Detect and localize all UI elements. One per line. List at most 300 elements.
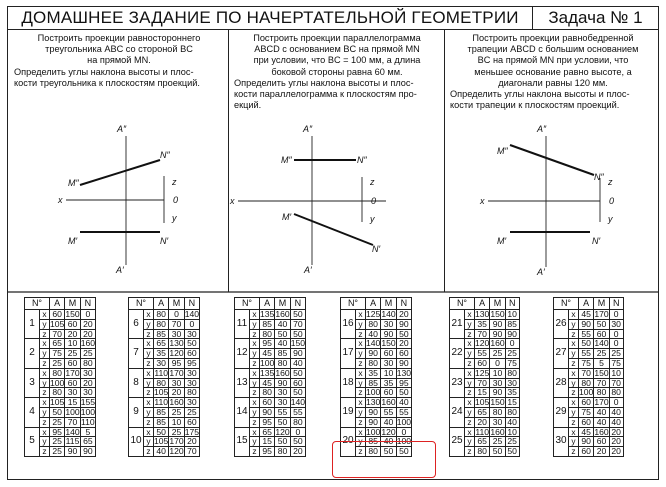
coordinate-cell: 100 — [366, 426, 381, 437]
axis-key: x — [250, 427, 260, 437]
coordinate-cell: 120 — [275, 426, 290, 437]
problem-line: диагонали равны 120 мм. — [498, 77, 608, 88]
coordinate-cell: 0 — [609, 329, 623, 339]
coordinate-cell: 40 — [594, 417, 609, 427]
coordinate-cell: 85 — [154, 407, 169, 417]
axis-key: z — [144, 417, 154, 427]
axis-key: z — [569, 358, 579, 368]
axis-key: x — [465, 339, 475, 349]
coordinate-cell: 20 — [594, 447, 609, 457]
coordinate-cell: 10 — [65, 339, 80, 349]
coordinate-cell: 90 — [396, 358, 411, 368]
coordinate-cell: 120 — [169, 348, 184, 359]
axis-key: z — [250, 329, 260, 339]
coordinate-cell: 170 — [169, 367, 184, 378]
coordinate-cell: 50 — [275, 329, 290, 339]
variant-number: 15 — [235, 427, 250, 456]
coordinate-cell: 110 — [81, 416, 95, 427]
axis-key: x — [356, 368, 366, 378]
coordinate-cell: 80 — [366, 447, 381, 457]
coordinate-cell: 130 — [475, 309, 490, 319]
coordinate-cell: 70 — [169, 319, 184, 329]
coordinate-cell: 90 — [366, 417, 381, 427]
axis-key: z — [250, 447, 260, 457]
axis-key: x — [465, 368, 475, 378]
coordinate-cell: 100 — [396, 436, 412, 447]
axis-key: x — [250, 339, 260, 349]
coordinate-cell: 20 — [396, 310, 411, 320]
axis-key: x — [144, 368, 154, 378]
axis-key: x — [250, 398, 260, 408]
coordinate-cell: 80 — [50, 368, 65, 378]
axis-key: y — [144, 319, 154, 329]
coordinate-cell: 160 — [490, 338, 505, 349]
coordinate-cell: 85 — [505, 319, 519, 329]
coordinate-cell: 105 — [50, 397, 65, 408]
table-header-cell: N° — [25, 298, 50, 310]
table-row — [129, 310, 200, 320]
axis-key: x — [250, 368, 260, 378]
axis-key: y — [465, 378, 475, 388]
axis-key: x — [250, 310, 260, 320]
coordinate-cell: 30 — [505, 378, 519, 388]
table-row — [450, 368, 520, 378]
coordinate-cell: 75 — [50, 349, 65, 359]
coordinate-cell: 70 — [475, 378, 490, 388]
coordinate-cell: 60 — [65, 319, 80, 329]
coordinate-cell: 30 — [609, 319, 623, 329]
table-header-cell: M — [594, 298, 609, 310]
axis-key: y — [465, 349, 475, 359]
coordinate-cell: 90 — [490, 319, 505, 329]
coordinate-cell: 20 — [396, 339, 411, 349]
label-x: x — [58, 195, 63, 205]
coordinate-cell: 80 — [366, 358, 381, 368]
drawing-2 — [229, 124, 386, 275]
coordinate-cell: 80 — [154, 319, 169, 329]
coordinate-cell: 65 — [154, 339, 169, 349]
axis-key: x — [144, 398, 154, 408]
table-row — [450, 310, 520, 320]
axis-key: y — [569, 437, 579, 447]
coordinate-cell: 20 — [80, 329, 95, 339]
variant-number: 2 — [25, 339, 40, 368]
axis-key: y — [40, 407, 50, 417]
coordinate-cell: 150 — [490, 397, 505, 408]
coordinate-cell: 65 — [475, 437, 490, 447]
coordinate-cell: 25 — [65, 349, 80, 359]
coordinate-cell: 140 — [381, 309, 396, 319]
axis-key: z — [144, 329, 154, 339]
coordinate-cell: 130 — [169, 338, 184, 349]
coordinate-cell: 125 — [366, 309, 381, 319]
variant-number: 18 — [341, 368, 356, 397]
problem-line: треугольника ABC со стороной BC — [45, 44, 193, 55]
coordinate-cell: 40 — [275, 319, 290, 329]
coordinate-cell: 80 — [260, 388, 275, 398]
coordinate-cell: 150 — [381, 338, 396, 349]
axis-key: x — [569, 368, 579, 378]
coordinate-cell: 25 — [50, 447, 65, 457]
coordinate-cell: 85 — [366, 378, 381, 388]
table-row — [235, 310, 306, 320]
axis-key: y — [250, 407, 260, 417]
axis-key: x — [40, 427, 50, 437]
axis-key: y — [144, 407, 154, 417]
variant-table — [234, 297, 306, 457]
coordinate-cell: 25 — [490, 437, 505, 447]
coordinate-cell: 35 — [505, 388, 519, 398]
coordinate-cell: 50 — [275, 437, 290, 447]
axis-key: y — [40, 319, 50, 329]
coordinate-cell: 160 — [275, 309, 290, 319]
coordinate-cell: 40 — [594, 407, 609, 417]
variant-number: 30 — [554, 427, 569, 456]
coordinate-cell: 25 — [169, 407, 184, 417]
coordinate-cell: 20 — [609, 437, 623, 447]
coordinate-cell: 30 — [65, 388, 80, 398]
coordinate-cell: 90 — [490, 329, 505, 339]
coordinate-cell: 50 — [290, 437, 305, 447]
coordinate-cell: 110 — [475, 426, 490, 437]
coordinate-cell: 55 — [579, 349, 594, 359]
coordinate-cell: 85 — [154, 329, 169, 339]
label-z: z — [172, 177, 177, 187]
coordinate-cell: 35 — [381, 378, 396, 388]
coordinate-cell: 110 — [154, 367, 169, 378]
coordinate-cell: 120 — [169, 446, 184, 457]
label-n2: N″ — [594, 172, 604, 182]
coordinate-cell: 40 — [609, 407, 623, 417]
coordinate-cell: 115 — [65, 436, 80, 447]
axis-key: z — [465, 329, 475, 339]
variant-number: 9 — [129, 398, 144, 427]
variant-number: 13 — [235, 368, 250, 397]
table-header-cell: A — [366, 298, 381, 310]
axis-key: y — [144, 349, 154, 359]
coordinate-cell: 5 — [594, 358, 609, 368]
coordinate-cell: 80 — [490, 407, 505, 417]
coordinate-cell: 80 — [260, 329, 275, 339]
coordinate-cell: 85 — [366, 437, 381, 447]
coordinate-cell: 80 — [50, 388, 65, 398]
problem-line: Построить проекции равностороннего — [37, 33, 201, 43]
coordinate-cell: 60 — [290, 378, 305, 388]
coordinate-cell: 75 — [579, 358, 594, 368]
coordinate-cell: 60 — [381, 349, 396, 359]
table-header-cell: N° — [235, 298, 260, 310]
axis-key: z — [144, 447, 154, 457]
coordinate-cell: 30 — [154, 358, 169, 368]
coordinate-cell: 45 — [579, 310, 594, 320]
coordinate-cell: 60 — [184, 417, 199, 427]
problem-question: кости трапеции к плоскостям проекций. — [450, 100, 620, 111]
coordinate-cell: 100 — [50, 377, 65, 388]
coordinate-cell: 30 — [80, 368, 95, 378]
axis-key: y — [250, 319, 260, 329]
axis-key: x — [356, 310, 366, 320]
variant-number: 1 — [25, 310, 40, 339]
coordinate-cell: 90 — [366, 407, 381, 417]
coordinate-cell: 50 — [594, 319, 609, 329]
variant-number: 8 — [129, 368, 144, 397]
coordinate-cell: 50 — [579, 339, 594, 349]
coordinate-cell: 20 — [609, 427, 623, 437]
label-n2: N″ — [160, 150, 170, 160]
label-x: x — [230, 196, 235, 206]
coordinate-cell: 90 — [366, 349, 381, 359]
table-header-cell: N — [290, 298, 305, 310]
table-row — [129, 368, 200, 378]
coordinate-cell: 120 — [381, 426, 396, 437]
coordinate-cell: 50 — [290, 329, 305, 339]
coordinate-cell: 10 — [505, 427, 519, 437]
coordinate-cell: 20 — [475, 417, 490, 427]
coordinate-cell: 0 — [184, 319, 199, 329]
axis-key: z — [40, 329, 50, 339]
coordinate-cell: 160 — [594, 426, 609, 437]
coordinate-cell: 20 — [290, 447, 305, 457]
coordinate-cell: 80 — [184, 388, 199, 398]
axis-key: x — [356, 339, 366, 349]
coordinate-cell: 50 — [396, 329, 411, 339]
coordinate-cell: 80 — [80, 358, 95, 368]
coordinate-cell: 30 — [381, 319, 396, 329]
coordinate-cell: 60 — [594, 437, 609, 447]
table-header-cell: N° — [554, 298, 579, 310]
coordinate-cell: 15 — [505, 398, 519, 408]
coordinate-cell: 120 — [475, 338, 490, 349]
coordinate-cell: 80 — [475, 447, 490, 457]
coordinate-cell: 25 — [80, 349, 95, 359]
label-a2: A″ — [117, 124, 127, 134]
coordinate-cell: 80 — [505, 407, 519, 417]
variant-number: 22 — [450, 339, 465, 368]
label-a1: A′ — [304, 265, 312, 275]
coordinate-cell: 90 — [579, 437, 594, 447]
coordinate-cell: 90 — [260, 407, 275, 417]
table-header-cell: N — [396, 298, 411, 310]
coordinate-cell: 55 — [396, 407, 411, 417]
coordinate-cell: 50 — [490, 447, 505, 457]
coordinate-cell: 160 — [490, 426, 505, 437]
axis-key: x — [465, 310, 475, 320]
coordinate-cell: 140 — [290, 397, 306, 408]
variant-number: 25 — [450, 427, 465, 456]
coordinate-cell: 0 — [396, 427, 411, 437]
coordinate-cell: 0 — [169, 310, 184, 320]
coordinate-cell: 60 — [50, 310, 65, 320]
coordinate-cell: 125 — [475, 367, 490, 378]
axis-key: z — [250, 417, 260, 427]
coordinate-cell: 100 — [65, 406, 80, 417]
variant-number: 10 — [129, 427, 144, 456]
axis-key: z — [40, 417, 50, 427]
page-title: ДОМАШНЕЕ ЗАДАНИЕ ПО НАЧЕРТАТЕЛЬНОЙ ГЕОМЕТРИИ — [7, 6, 533, 30]
coordinate-cell: 95 — [184, 358, 199, 368]
coordinate-cell: 95 — [260, 447, 275, 457]
variant-table — [553, 297, 624, 457]
coordinate-cell: 25 — [50, 437, 65, 447]
variant-number: 24 — [450, 398, 465, 427]
coordinate-cell: 90 — [275, 378, 290, 388]
coordinate-cell: 90 — [381, 329, 396, 339]
variant-number: 23 — [450, 368, 465, 397]
coordinate-cell: 0 — [609, 310, 623, 320]
coordinate-cell: 80 — [154, 378, 169, 388]
coordinate-cell: 50 — [290, 388, 305, 398]
table-header-cell: N — [505, 298, 519, 310]
axis-key: y — [356, 349, 366, 359]
axis-key: x — [40, 398, 50, 408]
coordinate-cell: 25 — [50, 417, 65, 427]
axis-key: x — [569, 310, 579, 320]
variant-number: 3 — [25, 368, 40, 397]
coordinate-cell: 90 — [490, 388, 505, 398]
coordinate-cell: 30 — [184, 368, 199, 378]
coordinate-cell: 130 — [366, 397, 381, 408]
label-m1: M′ — [282, 212, 292, 222]
coordinate-cell: 40 — [505, 417, 519, 427]
axis-key: z — [569, 329, 579, 339]
coordinate-cell: 80 — [594, 388, 609, 398]
axis-key: z — [144, 358, 154, 368]
coordinate-cell: 55 — [381, 407, 396, 417]
coordinate-cell: 25 — [184, 407, 199, 417]
axis-key: z — [356, 447, 366, 457]
label-x: x — [480, 196, 485, 206]
coordinate-cell: 80 — [609, 388, 623, 398]
coordinate-cell: 30 — [184, 398, 199, 408]
table-row — [450, 398, 520, 408]
axis-key: x — [569, 339, 579, 349]
problem-line: ABCD с основанием BC на прямой MN — [254, 44, 420, 55]
label-zero: 0 — [173, 195, 179, 205]
coordinate-cell: 60 — [579, 398, 594, 408]
front-projection-mn — [80, 160, 160, 185]
coordinate-cell: 10 — [490, 368, 505, 378]
coordinate-cell: 65 — [475, 407, 490, 417]
coordinate-cell: 60 — [65, 358, 80, 368]
label-n1: N′ — [592, 236, 601, 246]
table-header-cell: N° — [341, 298, 366, 310]
axis-key: y — [569, 349, 579, 359]
axis-key: z — [465, 358, 475, 368]
axis-key: z — [356, 329, 366, 339]
coordinate-cell: 140 — [594, 338, 609, 349]
coordinate-cell: 10 — [381, 368, 396, 378]
coordinate-cell: 80 — [154, 310, 169, 320]
problem-line: при условии, что BC = 100 мм, а длина — [253, 55, 421, 66]
coordinate-cell: 10 — [609, 368, 623, 378]
coordinate-cell: 25 — [594, 349, 609, 359]
coordinate-cell: 30 — [80, 388, 95, 398]
coordinate-cell: 45 — [579, 427, 594, 437]
axis-key: y — [465, 319, 475, 329]
label-n1: N′ — [372, 244, 381, 254]
coordinate-cell: 40 — [396, 398, 411, 408]
axis-key: z — [144, 388, 154, 398]
coordinate-cell: 135 — [260, 309, 275, 319]
coordinate-cell: 20 — [184, 437, 199, 447]
variant-number: 11 — [235, 310, 250, 339]
coordinate-cell: 80 — [275, 358, 290, 368]
coordinate-cell: 85 — [275, 349, 290, 359]
axis-key: y — [250, 349, 260, 359]
coordinate-cell: 70 — [290, 319, 305, 329]
variant-table — [449, 297, 520, 457]
table-header-cell: M — [65, 298, 80, 310]
coordinate-cell: 155 — [80, 397, 96, 408]
coordinate-cell: 70 — [475, 329, 490, 339]
coordinate-cell: 55 — [275, 407, 290, 417]
axis-key: y — [40, 378, 50, 388]
label-m1: M′ — [68, 236, 78, 246]
coordinate-cell: 150 — [490, 309, 505, 319]
axis-key: x — [569, 427, 579, 437]
coordinate-cell: 30 — [490, 378, 505, 388]
top-projection-mn — [294, 214, 373, 245]
table-row — [554, 398, 624, 408]
coordinate-cell: 90 — [80, 447, 95, 457]
axis-key: y — [569, 407, 579, 417]
coordinate-cell: 20 — [80, 319, 95, 329]
coordinate-cell: 60 — [184, 349, 199, 359]
axis-key: x — [40, 310, 50, 320]
label-z: z — [608, 177, 613, 187]
coordinate-cell: 0 — [80, 310, 95, 320]
coordinate-cell: 35 — [154, 349, 169, 359]
variant-number: 19 — [341, 398, 356, 427]
variant-number: 7 — [129, 339, 144, 368]
table-header-cell: N° — [450, 298, 475, 310]
coordinate-cell: 70 — [609, 378, 623, 388]
coordinate-cell: 175 — [184, 426, 200, 437]
label-n1: N′ — [160, 236, 169, 246]
drawing-3 — [479, 124, 614, 277]
label-m2: M″ — [68, 178, 79, 188]
coordinate-cell: 50 — [184, 339, 199, 349]
table-header-cell: M — [381, 298, 396, 310]
coordinate-cell: 30 — [275, 398, 290, 408]
label-y: y — [370, 214, 375, 224]
coordinate-cell: 170 — [594, 397, 609, 408]
variant-table — [24, 297, 96, 457]
coordinate-cell: 105 — [50, 318, 65, 329]
label-y: y — [608, 214, 613, 224]
coordinate-cell: 90 — [505, 329, 519, 339]
table-header-cell: A — [579, 298, 594, 310]
coordinate-cell: 85 — [154, 417, 169, 427]
coordinate-cell: 50 — [290, 310, 305, 320]
table-header-cell: A — [154, 298, 169, 310]
variant-number: 27 — [554, 339, 569, 368]
coordinate-cell: 60 — [579, 447, 594, 457]
coordinate-cell: 55 — [475, 349, 490, 359]
variant-number: 21 — [450, 310, 465, 339]
coordinate-cell: 60 — [65, 378, 80, 388]
coordinate-cell: 65 — [50, 339, 65, 349]
coordinate-cell: 25 — [169, 427, 184, 437]
coordinate-cell: 150 — [594, 367, 609, 378]
axis-key: y — [40, 437, 50, 447]
coordinate-cell: 100 — [579, 387, 594, 398]
variant-number: 6 — [129, 310, 144, 339]
coordinate-cell: 50 — [381, 447, 396, 457]
label-n2: N″ — [357, 155, 367, 165]
coordinate-cell: 25 — [490, 349, 505, 359]
coordinate-cell: 30 — [275, 388, 290, 398]
